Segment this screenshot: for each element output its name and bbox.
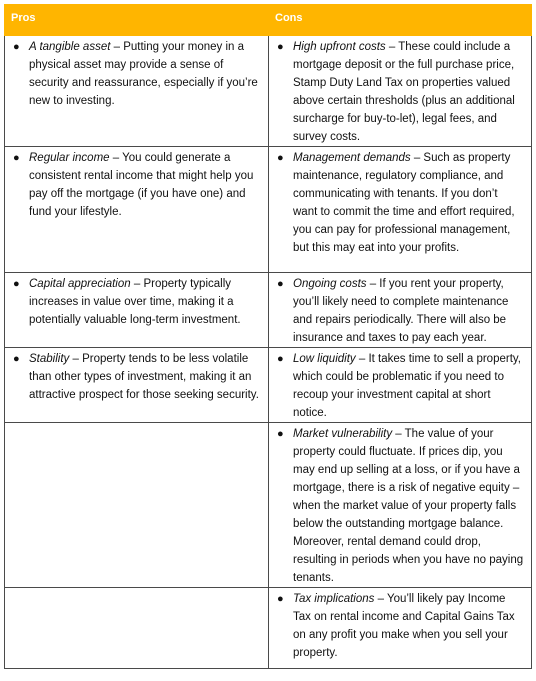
con-cell — [269, 348, 532, 423]
bullet-icon: ● — [277, 428, 284, 440]
table-row — [5, 273, 532, 348]
bullet-icon: ● — [277, 41, 284, 53]
con-cell — [269, 423, 532, 588]
con-item — [269, 36, 525, 146]
con-text: – Such as property maintenance, regulatory compliance, and communicating with tenants. If you don’t want to commit the time and effort required, you can pay for professional management, but this may eat into your profits. — [293, 152, 515, 254]
con-cell — [269, 273, 532, 348]
con-text: – If you rent your property, you’ll likely need to complete maintenance and repairs periodically. There will also be insurance and taxes to pay each year. — [293, 278, 509, 344]
table-row — [5, 348, 532, 423]
pro-term: A tangible asset — [29, 41, 111, 53]
pro-item — [5, 36, 262, 110]
pro-term: Capital appreciation — [29, 278, 131, 290]
pro-cell — [5, 147, 269, 273]
pro-cell — [5, 273, 269, 348]
bullet-icon: ● — [13, 152, 20, 164]
con-term: Market vulnerability — [293, 428, 393, 440]
bullet-icon: ● — [277, 152, 284, 164]
pro-text: – Property typically increases in value over time, making it a potentially valuable long-term investment. — [29, 278, 241, 326]
con-cell — [269, 36, 532, 147]
pros-cons-table — [4, 4, 532, 669]
table-row — [5, 36, 532, 147]
con-term: High upfront costs — [293, 41, 386, 53]
con-text: – These could include a mortgage deposit or the full purchase price, Stamp Duty Land Tax on properties valued above certain thresholds (plus an additional surcharge for buy-to-let), legal fees, and survey costs. — [293, 41, 515, 143]
empty-pro-cell — [5, 423, 269, 588]
bullet-icon: ● — [277, 593, 284, 605]
header-row — [5, 5, 532, 36]
con-text: – It takes time to sell a property, which could be problematic if you need to recoup your investment capital at short notice. — [293, 353, 521, 419]
table-row — [5, 423, 532, 588]
pro-item — [5, 147, 262, 221]
empty-pro-cell — [5, 588, 269, 669]
con-item — [269, 423, 525, 587]
cons-header: Cons — [269, 5, 532, 36]
con-cell — [269, 147, 532, 273]
pro-cell — [5, 36, 269, 147]
pro-item — [5, 273, 262, 329]
con-text: – The value of your property could fluctuate. If prices dip, you may end up selling at a loss, or if you have a mortgage, there is a risk of negative equity – when the market value of your property falls below the outstanding mortgage balance. Moreover, rental demand could drop, resulting in periods when you have no paying tenants. — [293, 428, 524, 584]
con-text: – You’ll likely pay Income Tax on rental income and Capital Gains Tax on any profit you make when you sell your property. — [293, 593, 515, 659]
pros-cons-table-container — [4, 4, 531, 669]
con-term: Tax implications — [293, 593, 375, 605]
con-item — [269, 147, 525, 257]
con-item — [269, 273, 525, 347]
pro-item — [5, 348, 262, 404]
con-cell — [269, 588, 532, 669]
bullet-icon: ● — [13, 278, 20, 290]
pro-cell — [5, 348, 269, 423]
con-term: Ongoing costs — [293, 278, 367, 290]
con-term: Management demands — [293, 152, 411, 164]
bullet-icon: ● — [277, 353, 284, 365]
bullet-icon: ● — [13, 41, 20, 53]
pro-text: – Putting your money in a physical asset may provide a sense of security and reassurance, especially if you’re new to investing. — [29, 41, 258, 107]
pro-term: Stability — [29, 353, 70, 365]
bullet-icon: ● — [13, 353, 20, 365]
pro-term: Regular income — [29, 152, 110, 164]
bullet-icon: ● — [277, 278, 284, 290]
table-row — [5, 588, 532, 669]
con-term: Low liquidity — [293, 353, 356, 365]
con-item — [269, 348, 525, 422]
con-item — [269, 588, 525, 662]
pro-text: – Property tends to be less volatile than other types of investment, making it an attractive prospect for those seeking security. — [29, 353, 259, 401]
pro-text: – You could generate a consistent rental income that might help you pay off the mortgage (if you have one) and fund your lifestyle. — [29, 152, 254, 218]
table-row — [5, 147, 532, 273]
pros-header: Pros — [5, 5, 269, 36]
